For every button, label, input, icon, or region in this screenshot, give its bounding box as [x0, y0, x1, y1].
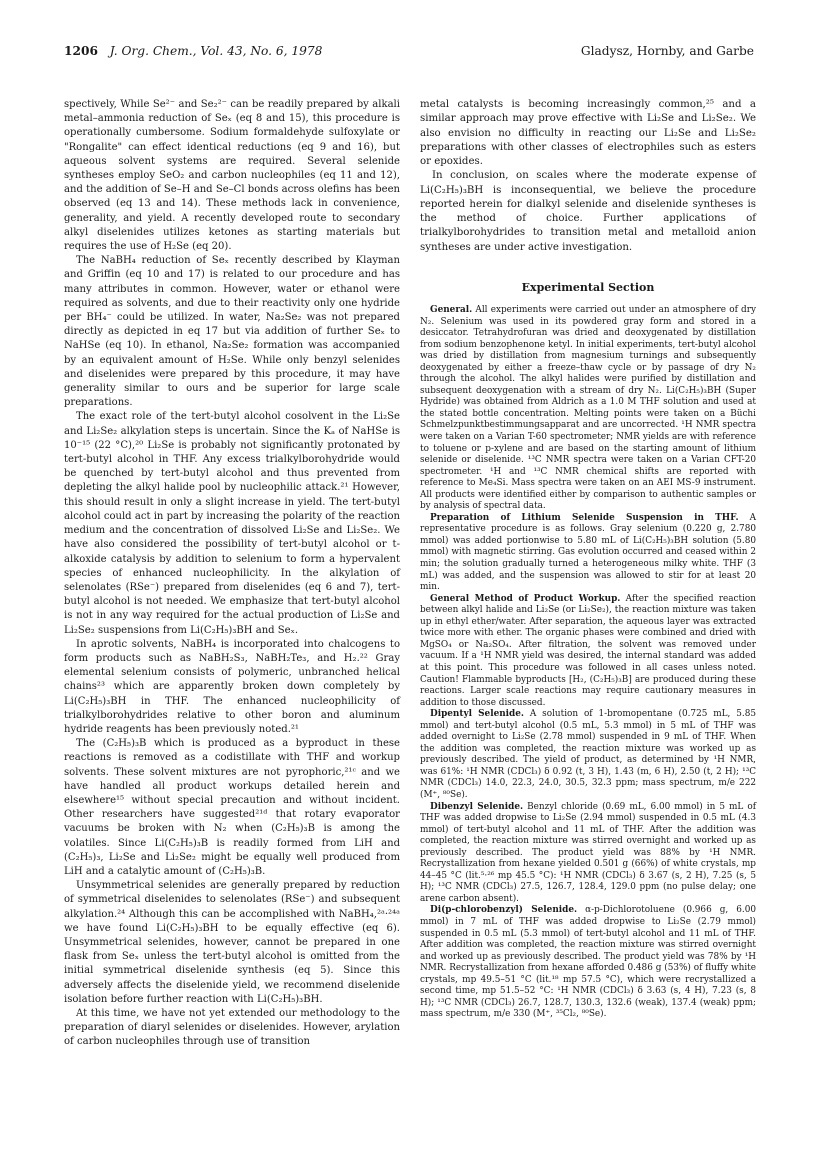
body-paragraph: At this time, we have not yet extended our methodology to the preparation of diaryl selenides or diselenides. However, arylation of carbon nucleophiles through use of transition	[64, 1008, 400, 1048]
left-column	[64, 98, 400, 1050]
body-paragraph: In conclusion, on scales where the moderate expense of Li(C₂H₅)₃BH is inconsequential, we believe the procedure reported herein for dialkyl selenide and diselenide syntheses is the method of choice. Further applications of trialkylborohydrides to transition metal and metalloid anion syntheses are under active investigation.	[420, 170, 756, 253]
experimental-paragraph	[420, 905, 756, 1020]
body-paragraph: In aprotic solvents, NaBH₄ is incorporated into chalcogens to form products such as NaBH₂S₃, NaBH₂Te₃, and H₂.²² Gray elemental selenium consists of polymeric, unbranched helical chains²³ which are apparently broken down completely by Li(C₂H₅)₃BH in THF. The enhanced nucleophilicity of trialkylborohydrides relative to other boron and aluminum hydride reagents has been previously noted.²¹	[64, 638, 400, 735]
header-left	[64, 42, 322, 60]
paragraph-text: A representative procedure is as follows. Gray selenium (0.220 g, 2.780 mmol) was added portionwise to 5.80 mL of Li(C₂H₅)₃BH solution (5.80 mmol) with magnetic stirring. Gas evolution occurred and ceased within 2 min; the solution gradually turned a heterogeneous milky white. THF (3 mL) was added, and the suspension was allowed to stir for at least 20 min.	[420, 512, 756, 593]
journal-citation: J. Org. Chem., Vol. 43, No. 6, 1978	[109, 44, 323, 58]
paragraph-text: All experiments were carried out under an atmosphere of dry N₂. Selenium was used in its powdered gray form and stored in a desiccator. Tetrahydrofuran was dried and deoxygenated by distillation from sodium benzophenone ketyl. In initial experiments, tert-butyl alcohol was dried by distillation from magnesium turnings and subsequently deoxygenated by either a freeze–thaw cycle or by passage of dry N₂ through the alcohol. The alkyl halides were purified by distillation and subsequent deoxygenation with a stream of dry N₂. Li(C₂H₅)₃BH (Super Hydride) was obtained from Aldrich as a 1.0 M THF solution and used at the stated bottle concentration. Melting points were taken on a Büchi Schmelzpunktbestimmungsapparat and are uncorrected. ¹H NMR spectra were taken on a Varian T-60 spectrometer; NMR yields are with reference to toluene or p-xylene and are based on the starting amount of lithium selenide or diselenide. ¹³C NMR spectra were taken on a Varian CFT-20 spectrometer. ¹H and ¹³C NMR chemical shifts are reported with reference to Me₄Si. Mass spectra were taken on an AEI MS-9 instrument. All products were identified either by comparison to authentic samples or by analysis of spectral data.	[420, 305, 756, 512]
experimental-paragraph	[420, 709, 756, 801]
experimental-paragraph	[420, 594, 756, 709]
body-paragraph: The (C₂H₅)₃B which is produced as a byproduct in these reactions is removed as a codistillate with THF and workup solvents. These solvent mixtures are not pyrophoric,²¹ᶜ and we have handled all product workups detailed herein and elsewhere¹⁵ without special precaution and without incident. Other researchers have suggested²¹ᵈ that rotary evaporator vacuums be broken with N₂ when (C₂H₅)₃B is among the volatiles. Since Li(C₂H₅)₃B is readily formed from LiH and (C₂H₅)₃, Li₂Se and Li₂Se₂ might be equally well produced from LiH and a catalytic amount of (C₂H₅)₃B.	[64, 738, 400, 877]
body-paragraph: Unsymmetrical selenides are generally prepared by reduction of symmetrical diselenides to selenolates (RSe⁻) and subsequent alkylation.²⁴ Although this can be accomplished with NaBH₄,²ᵃ·²⁴ᵃ we have found Li(C₂H₅)₃BH to be equally effective (eq 6). Unsymmetrical selenides, however, cannot be prepared in one flask from Seₓ unless the tert-butyl alcohol is omitted from the initial symmetrical diselenide synthesis (eq 5). Since this adversely affects the diselenide yield, we recommend diselenide isolation before further reaction with Li(C₂H₅)₃BH.	[64, 880, 400, 1005]
body-paragraph: spectively, While Se²⁻ and Se₂²⁻ can be readily prepared by alkali metal–ammonia reduction of Seₓ (eq 8 and 15), this procedure is operationally cumbersome. Sodium formaldehyde sulfoxylate or "Rongalite" can effect identical reductions (eq 9 and 16), but aqueous solvent systems are required. Several selenide syntheses employ SeO₂ and carbon nucleophiles (eq 11 and 12), and the addition of Se–H and Se–Cl bonds across olefins has been observed (eq 13 and 14). These methods lack in convenience, generality, and yield. A recently developed route to secondary alkyl diselenides utilizes ketones as starting materials but requires the use of H₂Se (eq 20).	[64, 99, 400, 253]
paragraph-text: α-p-Dichlorotoluene (0.966 g, 6.00 mmol) in 7 mL of THF was added dropwise to Li₂Se (2.79 mmol) suspended in 0.5 mL (5.3 mmol) of tert-butyl alcohol and 11 mL of THF. After addition was completed, the reaction mixture was stirred overnight and worked up as previously described. The product yield was 78% by ¹H NMR. Recrystallization from hexane afforded 0.486 g (53%) of fluffy white crystals, mp 49.5–51 °C (lit.¹⁸ mp 57.5 °C), which were recrystallized a second time, mp 51.5–52 °C: ¹H NMR (CDCl₃) δ 3.63 (s, 4 H), 7.23 (s, 8 H); ¹³C NMR (CDCl₃) 26.7, 128.7, 130.3, 132.6 (weak), 137.4 (weak) ppm; mass spectrum, m/e 330 (M⁺, ³⁵Cl₂, ⁸⁰Se).	[420, 905, 756, 1020]
run-in-heading: Preparation of Lithium Selenide Suspension in THF.	[430, 512, 739, 523]
body-paragraph: The exact role of the tert-butyl alcohol cosolvent in the Li₂Se and Li₂Se₂ alkylation steps is uncertain. Since the Kₐ of NaHSe is 10⁻¹⁵ (22 °C),²⁰ Li₂Se is probably not significantly protonated by tert-butyl alcohol in THF. Any excess trialkylborohydride would be quenched by tert-butyl alcohol and thus prevented from depleting the alkyl halide pool by nucleophilic attack.²¹ However, this should result in only a slight increase in yield. The tert-butyl alcohol could act in part by increasing the polarity of the reaction medium and the concentration of dissolved Li₂Se and Li₂Se₂. We have also considered the possibility of tert-butyl alcohol or t-alkoxide catalysis by addition to selenium to form a hypervalent species of enhanced nucleophilicity. In the alkylation of selenolates (RSe⁻) prepared from diselenides (eq 6 and 7), tert-butyl alcohol is not needed. We emphasize that tert-butyl alcohol is not in any way required for the actual production of Li₂Se and Li₂Se₂ suspensions from Li(C₂H₅)₃BH and Seₓ.	[64, 411, 400, 636]
run-in-heading: General Method of Product Workup.	[430, 593, 621, 604]
experimental-paragraph	[420, 305, 756, 513]
run-in-heading: General.	[430, 305, 473, 315]
body-paragraph: The NaBH₄ reduction of Seₓ recently described by Klayman and Griffin (eq 10 and 17) is related to our procedure and has many attributes in common. However, water or ethanol were required as solvents, and due to their reactivity only one hydride per BH₄⁻ could be utilized. In water, Na₂Se₂ was not prepared directly as depicted in eq 17 but via addition of further Seₓ to NaHSe (eq 10). In ethanol, Na₂Se₂ formation was accompanied by an equivalent amount of H₂Se. While only benzyl selenides and diselenides were prepared by this procedure, it may have generality similar to ours and be superior for large scale preparations.	[64, 255, 400, 409]
running-header	[64, 42, 754, 60]
right-column	[420, 98, 756, 1021]
run-in-heading: Dibenzyl Selenide.	[430, 801, 524, 812]
section-title: Experimental Section	[521, 280, 655, 294]
page-number: 1206	[64, 44, 98, 58]
paragraph-text: A solution of 1-bromopentane (0.725 mL, 5.85 mmol) and tert-butyl alcohol (0.5 mL, 5.3 mmol) in 5 mL of THF was added overnight to Li₂Se (2.78 mmol) suspended in 9 mL of THF. When the addition was completed, the reaction mixture was worked up as previously described. The yield of product, as determined by ¹H NMR, was 61%: ¹H NMR (CDCl₃) δ 0.92 (t, 3 H), 1.43 (m, 6 H), 2.50 (t, 2 H); ¹³C NMR (CDCl₃) 14.0, 22.3, 24.0, 30.5, 32.3 ppm; mass spectrum, m/e 222 (M⁺, ⁸⁰Se).	[420, 709, 757, 800]
paragraph-text: Benzyl chloride (0.69 mL, 6.00 mmol) in 5 mL of THF was added dropwise to Li₂Se (2.94 mmol) suspended in 0.5 mL (4.3 mmol) of tert-butyl alcohol and 11 mL of THF. After the addition was completed, the reaction mixture was stirred overnight and worked up as previously described. The product yield was 88% by ¹H NMR. Recrystallization from hexane yielded 0.501 g (66%) of white crystals, mp 44–45 °C (lit.⁵·²⁶ mp 45.5 °C): ¹H NMR (CDCl₃) δ 3.67 (s, 2 H), 7.25 (s, 5 H); ¹³C NMR (CDCl₃) 27.5, 126.7, 128.4, 129.0 ppm (no pulse delay; one arene carbon absent).	[420, 801, 756, 904]
header-authors: Gladysz, Hornby, and Garbe	[580, 44, 754, 58]
run-in-heading: Dipentyl Selenide.	[430, 709, 524, 720]
body-paragraph: metal catalysts is becoming increasingly common,²⁵ and a similar approach may prove effective with Li₂Se and Li₂Se₂. We also envision no difficulty in reacting our Li₂Se and Li₂Se₂ preparations with other classes of electrophiles such as esters or epoxides.	[420, 99, 756, 167]
experimental-paragraph	[420, 802, 756, 906]
paragraph-text: After the specified reaction between alkyl halide and Li₂Se (or Li₂Se₂), the reaction mixture was taken up in ethyl ether/water. After separation, the aqueous layer was extracted twice more with ether. The organic phases were combined and dried with MgSO₄ or Na₂SO₄. After filtration, the solvent was removed under vacuum. If a ¹H NMR yield was desired, the internal standard was added at this point. This procedure was followed in all cases unless noted. Caution! Flammable byproducts [H₂, (C₂H₅)₃B] are produced during these reactions. Larger scale reactions may require cautionary measures in addition to those discussed.	[420, 593, 756, 708]
experimental-paragraph	[420, 513, 756, 594]
run-in-heading: Di(p-chlorobenzyl) Selenide.	[430, 905, 578, 916]
